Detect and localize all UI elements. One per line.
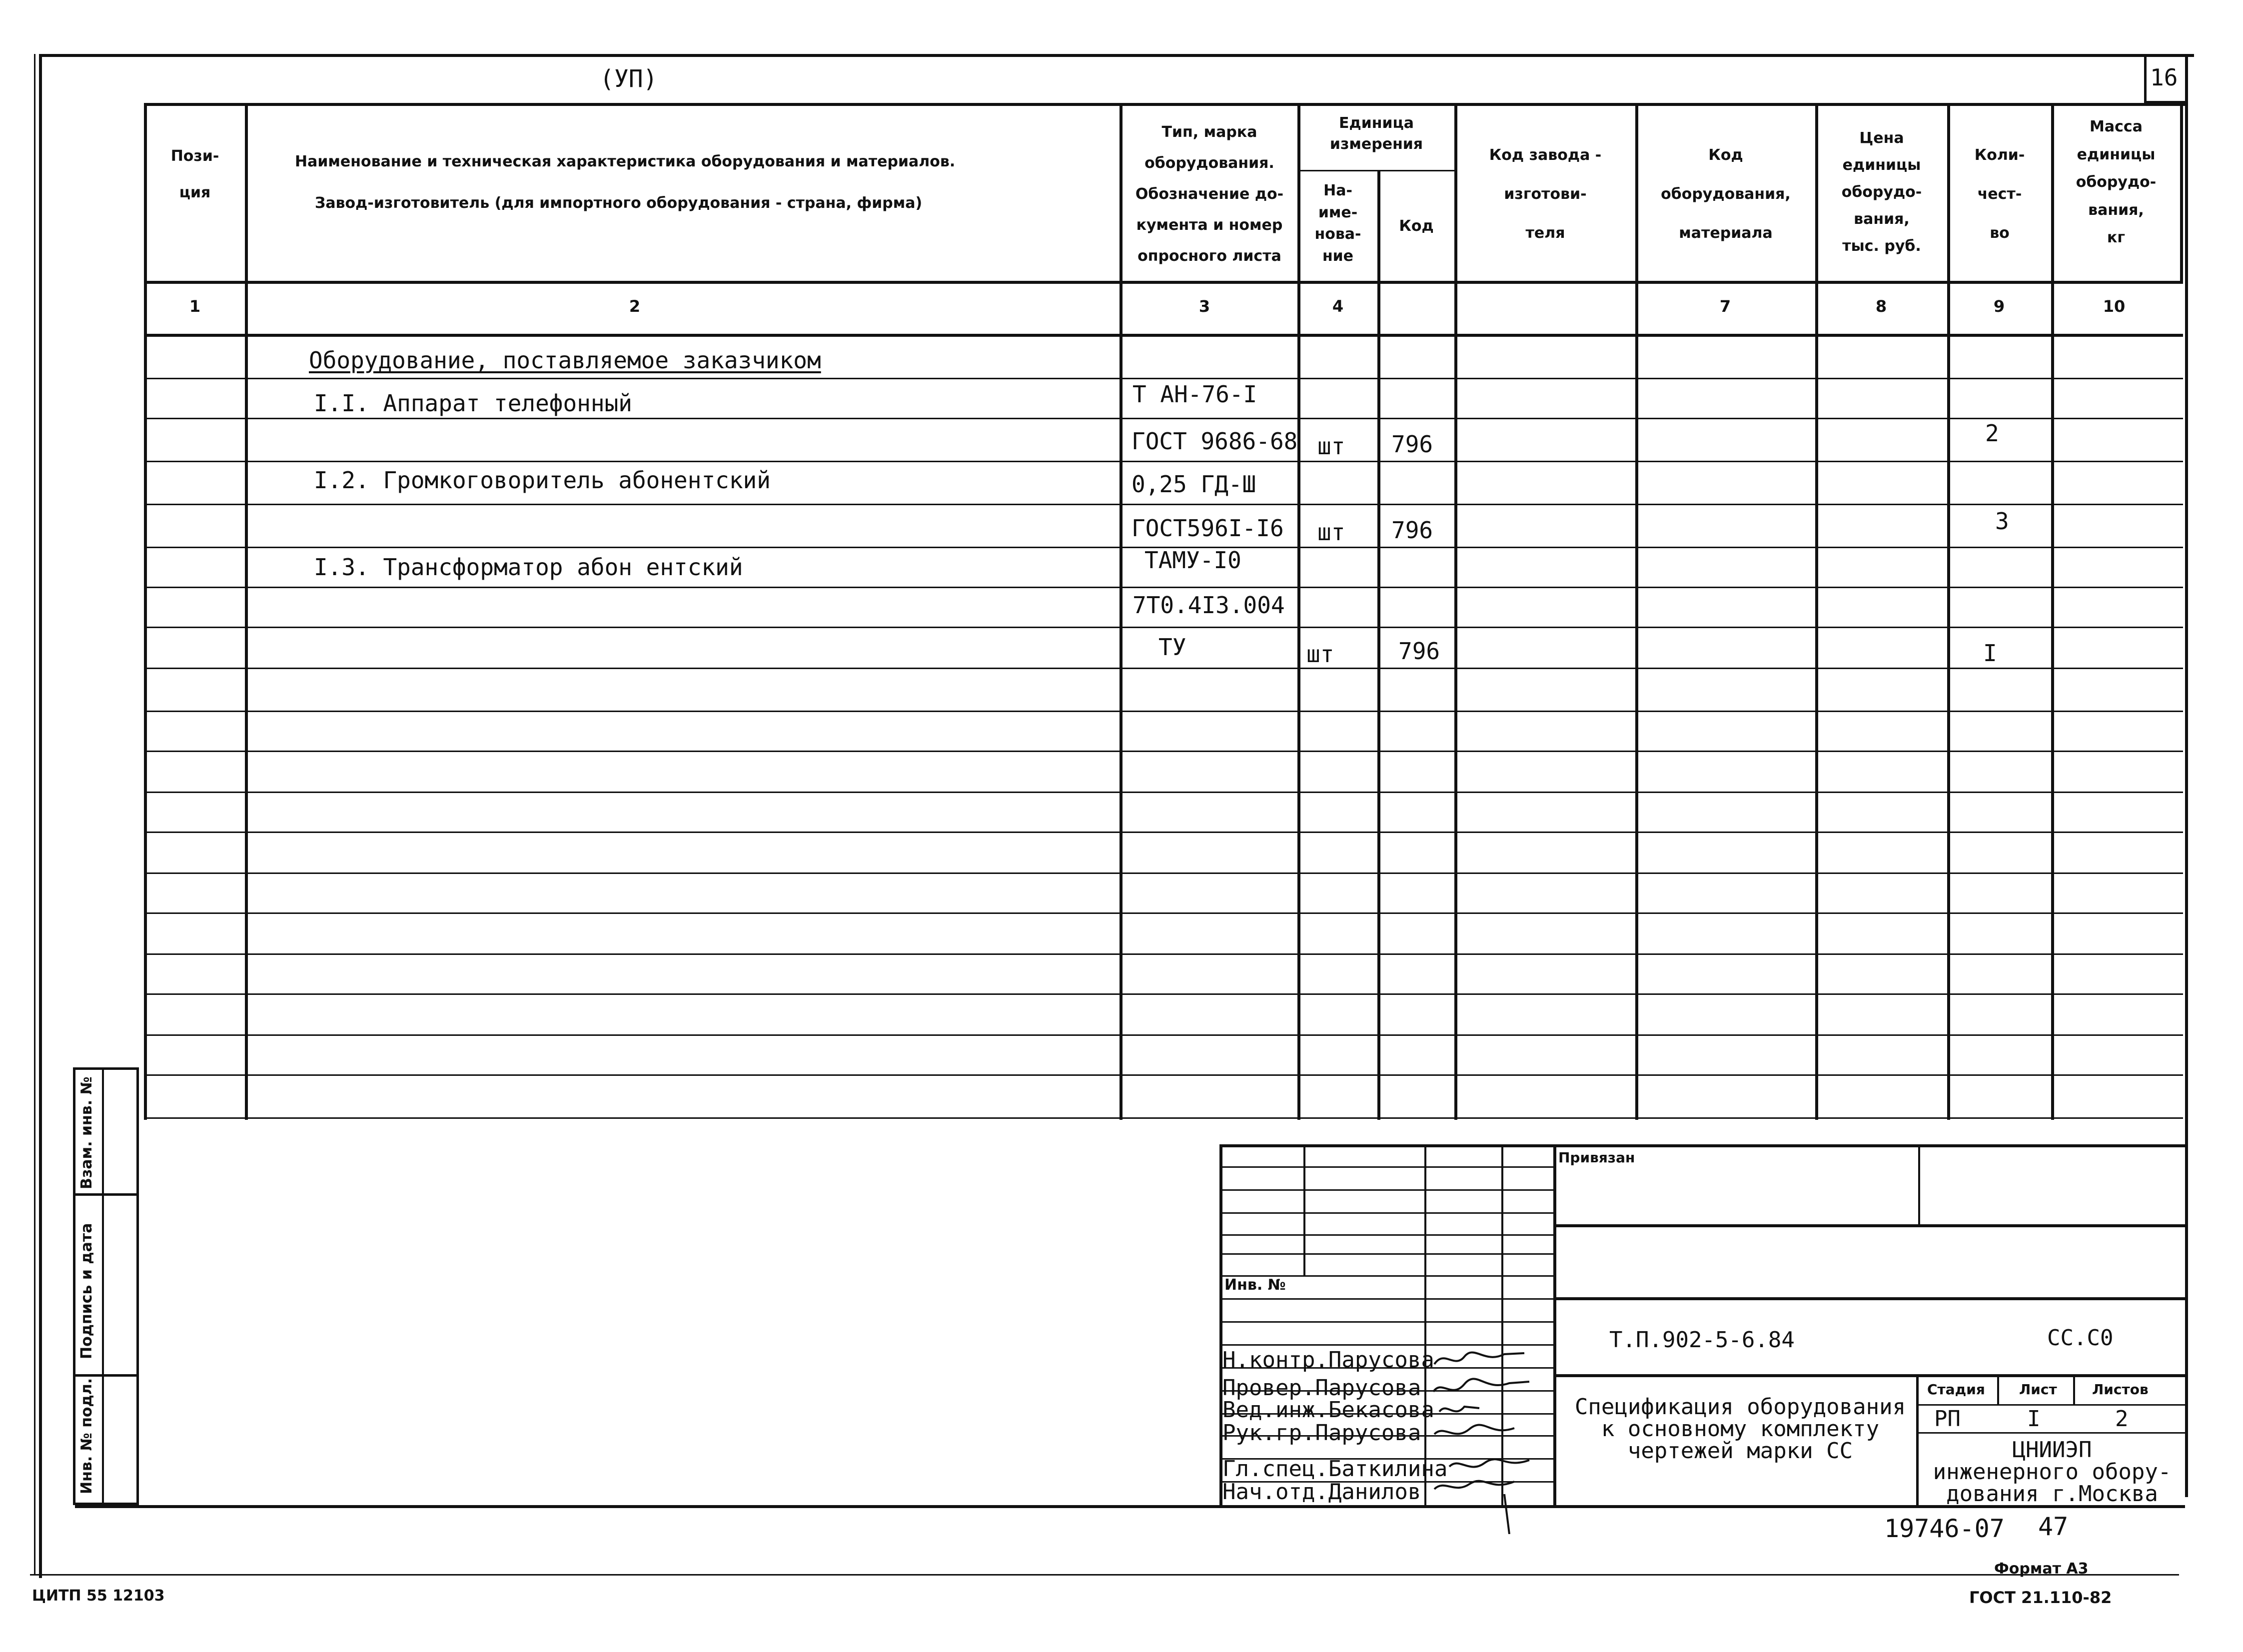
table-row-line (144, 831, 2183, 833)
row-2-unit: шт (1317, 433, 1345, 460)
table-row-line (144, 418, 2183, 419)
header-unit-code: Код (1399, 217, 1434, 235)
tb-row-stage (1916, 1404, 2185, 1406)
tb-title: Спецификация оборудования к основному комплекту чертежей марки СС (1574, 1394, 1906, 1464)
table-row-line (144, 993, 2183, 995)
row-7-type: ТУ (1158, 634, 1186, 661)
tb-attached-label: Привязан (1558, 1149, 1635, 1166)
row-6-type: 7Т0.4I3.004 (1132, 592, 1285, 619)
row-4-unit: шт (1317, 519, 1345, 546)
colnum-4: 4 (1332, 297, 1344, 316)
table-row-line (144, 1074, 2183, 1076)
tb-grid-line (1219, 1212, 1553, 1214)
table-row-line (144, 953, 2183, 955)
tb-row-attach (1553, 1224, 2185, 1227)
col-line-1 (245, 103, 248, 1120)
colnum-2: 2 (629, 297, 641, 316)
tb-stage-header: Стадия (1927, 1381, 1985, 1398)
tb-grid-line (1219, 1321, 1553, 1323)
col-line-9 (2051, 103, 2054, 1120)
row-5-name: I.3. Трансформатор абон ентский (314, 554, 743, 581)
col-line-8 (1947, 103, 1950, 1120)
signer-2: Провер.Парусова (1222, 1375, 1421, 1401)
row-4-type: ГОСТ596I-I6 (1131, 515, 1284, 542)
row-7-qty: I (1983, 640, 1997, 667)
tb-stage-value: РП (1934, 1406, 1961, 1432)
table-row-line (144, 668, 2183, 669)
tb-sheets-value: 2 (2115, 1406, 2129, 1432)
page-number: 16 (2150, 64, 2178, 91)
unit-group-divider (1297, 170, 1454, 171)
frame-right-edge (2185, 54, 2188, 1497)
tb-col-sheet (1997, 1374, 1999, 1404)
row-5-type: ТАМУ-I0 (1144, 547, 1241, 574)
table-row-line (144, 627, 2183, 628)
header-unit-mass: Масса единицы оборудо- вания, кг (2076, 118, 2157, 246)
tb-organization: ЦНИИЭП инженерного обору- дования г.Москва (1933, 1437, 2172, 1507)
side-label-signature: Подпись и дата (78, 1223, 95, 1359)
tb-doc-mark: СС.С0 (2047, 1325, 2114, 1351)
tb-col-2 (1424, 1144, 1426, 1508)
table-row-line (144, 587, 2183, 588)
table-row-line (144, 711, 2183, 712)
row-2-qty: 2 (1985, 420, 1999, 447)
colnum-1: 1 (189, 297, 201, 316)
bottom-left-code: ЦИТП 55 12103 (32, 1587, 165, 1605)
tb-sheet-header: Лист (2019, 1381, 2057, 1398)
header-name: Наименование и техническая характеристика оборудования и материалов. Завод-изготовитель (для импортного оборудования - страна, фирма) (295, 153, 956, 212)
side-label-replaced-inv: Взам. инв. № (78, 1076, 95, 1189)
table-row-line (144, 912, 2183, 914)
tb-grid-line (1219, 1189, 1553, 1191)
header-unit-price: Цена единицы оборудо- вания, тыс. руб. (1841, 129, 1922, 255)
row-7-unit: шт (1306, 641, 1334, 668)
row-2-type: ГОСТ 9686-68 (1131, 428, 1298, 455)
tb-inv-label: Инв. № (1224, 1276, 1286, 1294)
frame-outer-bottom (30, 1574, 2179, 1576)
signer-6: Нач.отд.Данилов (1222, 1479, 1421, 1505)
tb-grid-line (1219, 1166, 1553, 1168)
row-7-code: 796 (1398, 638, 1440, 665)
tb-row-title (1553, 1374, 2185, 1377)
col-line-4 (1377, 170, 1380, 1120)
row-2-code: 796 (1391, 431, 1433, 458)
tb-grid-line (1219, 1253, 1553, 1255)
header-factory-code: Код завода - изготови- теля (1489, 146, 1602, 242)
colnum-8: 8 (1875, 297, 1887, 316)
tb-grid-line (1219, 1234, 1553, 1236)
tb-sheets-header: Листов (2092, 1381, 2149, 1398)
header-quantity: Коли- чест- во (1974, 146, 2025, 242)
row-section-title: Оборудование, поставляемое заказчиком (309, 347, 821, 374)
header-bottom-line (144, 281, 2183, 284)
tb-sheet-value: I (2027, 1406, 2041, 1432)
colnum-10: 10 (2103, 297, 2126, 316)
table-row-line (144, 504, 2183, 505)
colnum-bottom-line (144, 334, 2183, 337)
side-stamp-divider (102, 1067, 104, 1505)
row-1-type: Т АН-76-I (1132, 381, 1257, 408)
col-line-10 (2180, 103, 2183, 283)
row-4-code: 796 (1391, 517, 1433, 544)
table-row-line (144, 378, 2183, 379)
table-row-line (144, 461, 2183, 462)
table-row-line (144, 1034, 2183, 1036)
colnum-3: 3 (1198, 297, 1210, 316)
sheet-top-label: (УП) (600, 65, 658, 93)
handwritten-signatures (1429, 1344, 1559, 1534)
side-stamp-line-2 (73, 1374, 139, 1377)
side-stamp-line-1 (73, 1193, 139, 1196)
row-4-qty: 3 (1995, 508, 2009, 535)
signer-4: Рук.гр.Парусова (1222, 1420, 1421, 1446)
row-3-name: I.2. Громкоговоритель абонентский (314, 467, 771, 494)
row-1-name: I.I. Аппарат телефонный (314, 390, 632, 417)
signer-3: Вед.инж.Бекасова (1222, 1397, 1434, 1423)
header-unit-name: На- име- нова- ние (1314, 182, 1361, 265)
signer-5: Гл.спец.Баткилина (1222, 1456, 1448, 1482)
archive-number: 19746-07 (1884, 1514, 2005, 1543)
header-type: Тип, марка оборудования. Обозначение до- кумента и номер опросного листа (1135, 123, 1284, 265)
table-row-line (144, 751, 2183, 752)
archive-sheet: 47 (2038, 1512, 2069, 1541)
tb-col-1 (1303, 1144, 1305, 1275)
colnum-7: 7 (1719, 297, 1731, 316)
row-3-type: 0,25 ГД-Ш (1131, 471, 1256, 498)
tb-doc-code: Т.П.902-5-6.84 (1609, 1327, 1795, 1353)
format-label: Формат А3 (1994, 1560, 2089, 1578)
table-row-line (144, 1117, 2183, 1119)
bottom-right-gost: ГОСТ 21.110-82 (1969, 1588, 2112, 1607)
table-row-line (144, 872, 2183, 874)
col-line-5 (1454, 103, 1457, 1120)
header-equipment-code: Код оборудования, материала (1661, 146, 1791, 242)
tb-row-code (1553, 1297, 2185, 1300)
header-unit-group: Единица измерения (1329, 114, 1423, 153)
tb-grid-line (1219, 1298, 1553, 1300)
frame-outer-left (34, 54, 35, 1574)
col-line-6 (1635, 103, 1638, 1120)
side-label-inv-orig: Инв. № подл. (78, 1378, 95, 1494)
table-row-line (144, 792, 2183, 793)
header-position: Пози- ция (170, 147, 219, 201)
signer-1: Н.контр.Парусова (1222, 1347, 1434, 1373)
colnum-9: 9 (1993, 297, 2005, 316)
tb-row-stage-val (1916, 1432, 2185, 1434)
tb-col-sheets (2073, 1374, 2075, 1404)
tb-col-5 (1918, 1144, 1920, 1224)
tb-col-stage (1916, 1374, 1919, 1508)
